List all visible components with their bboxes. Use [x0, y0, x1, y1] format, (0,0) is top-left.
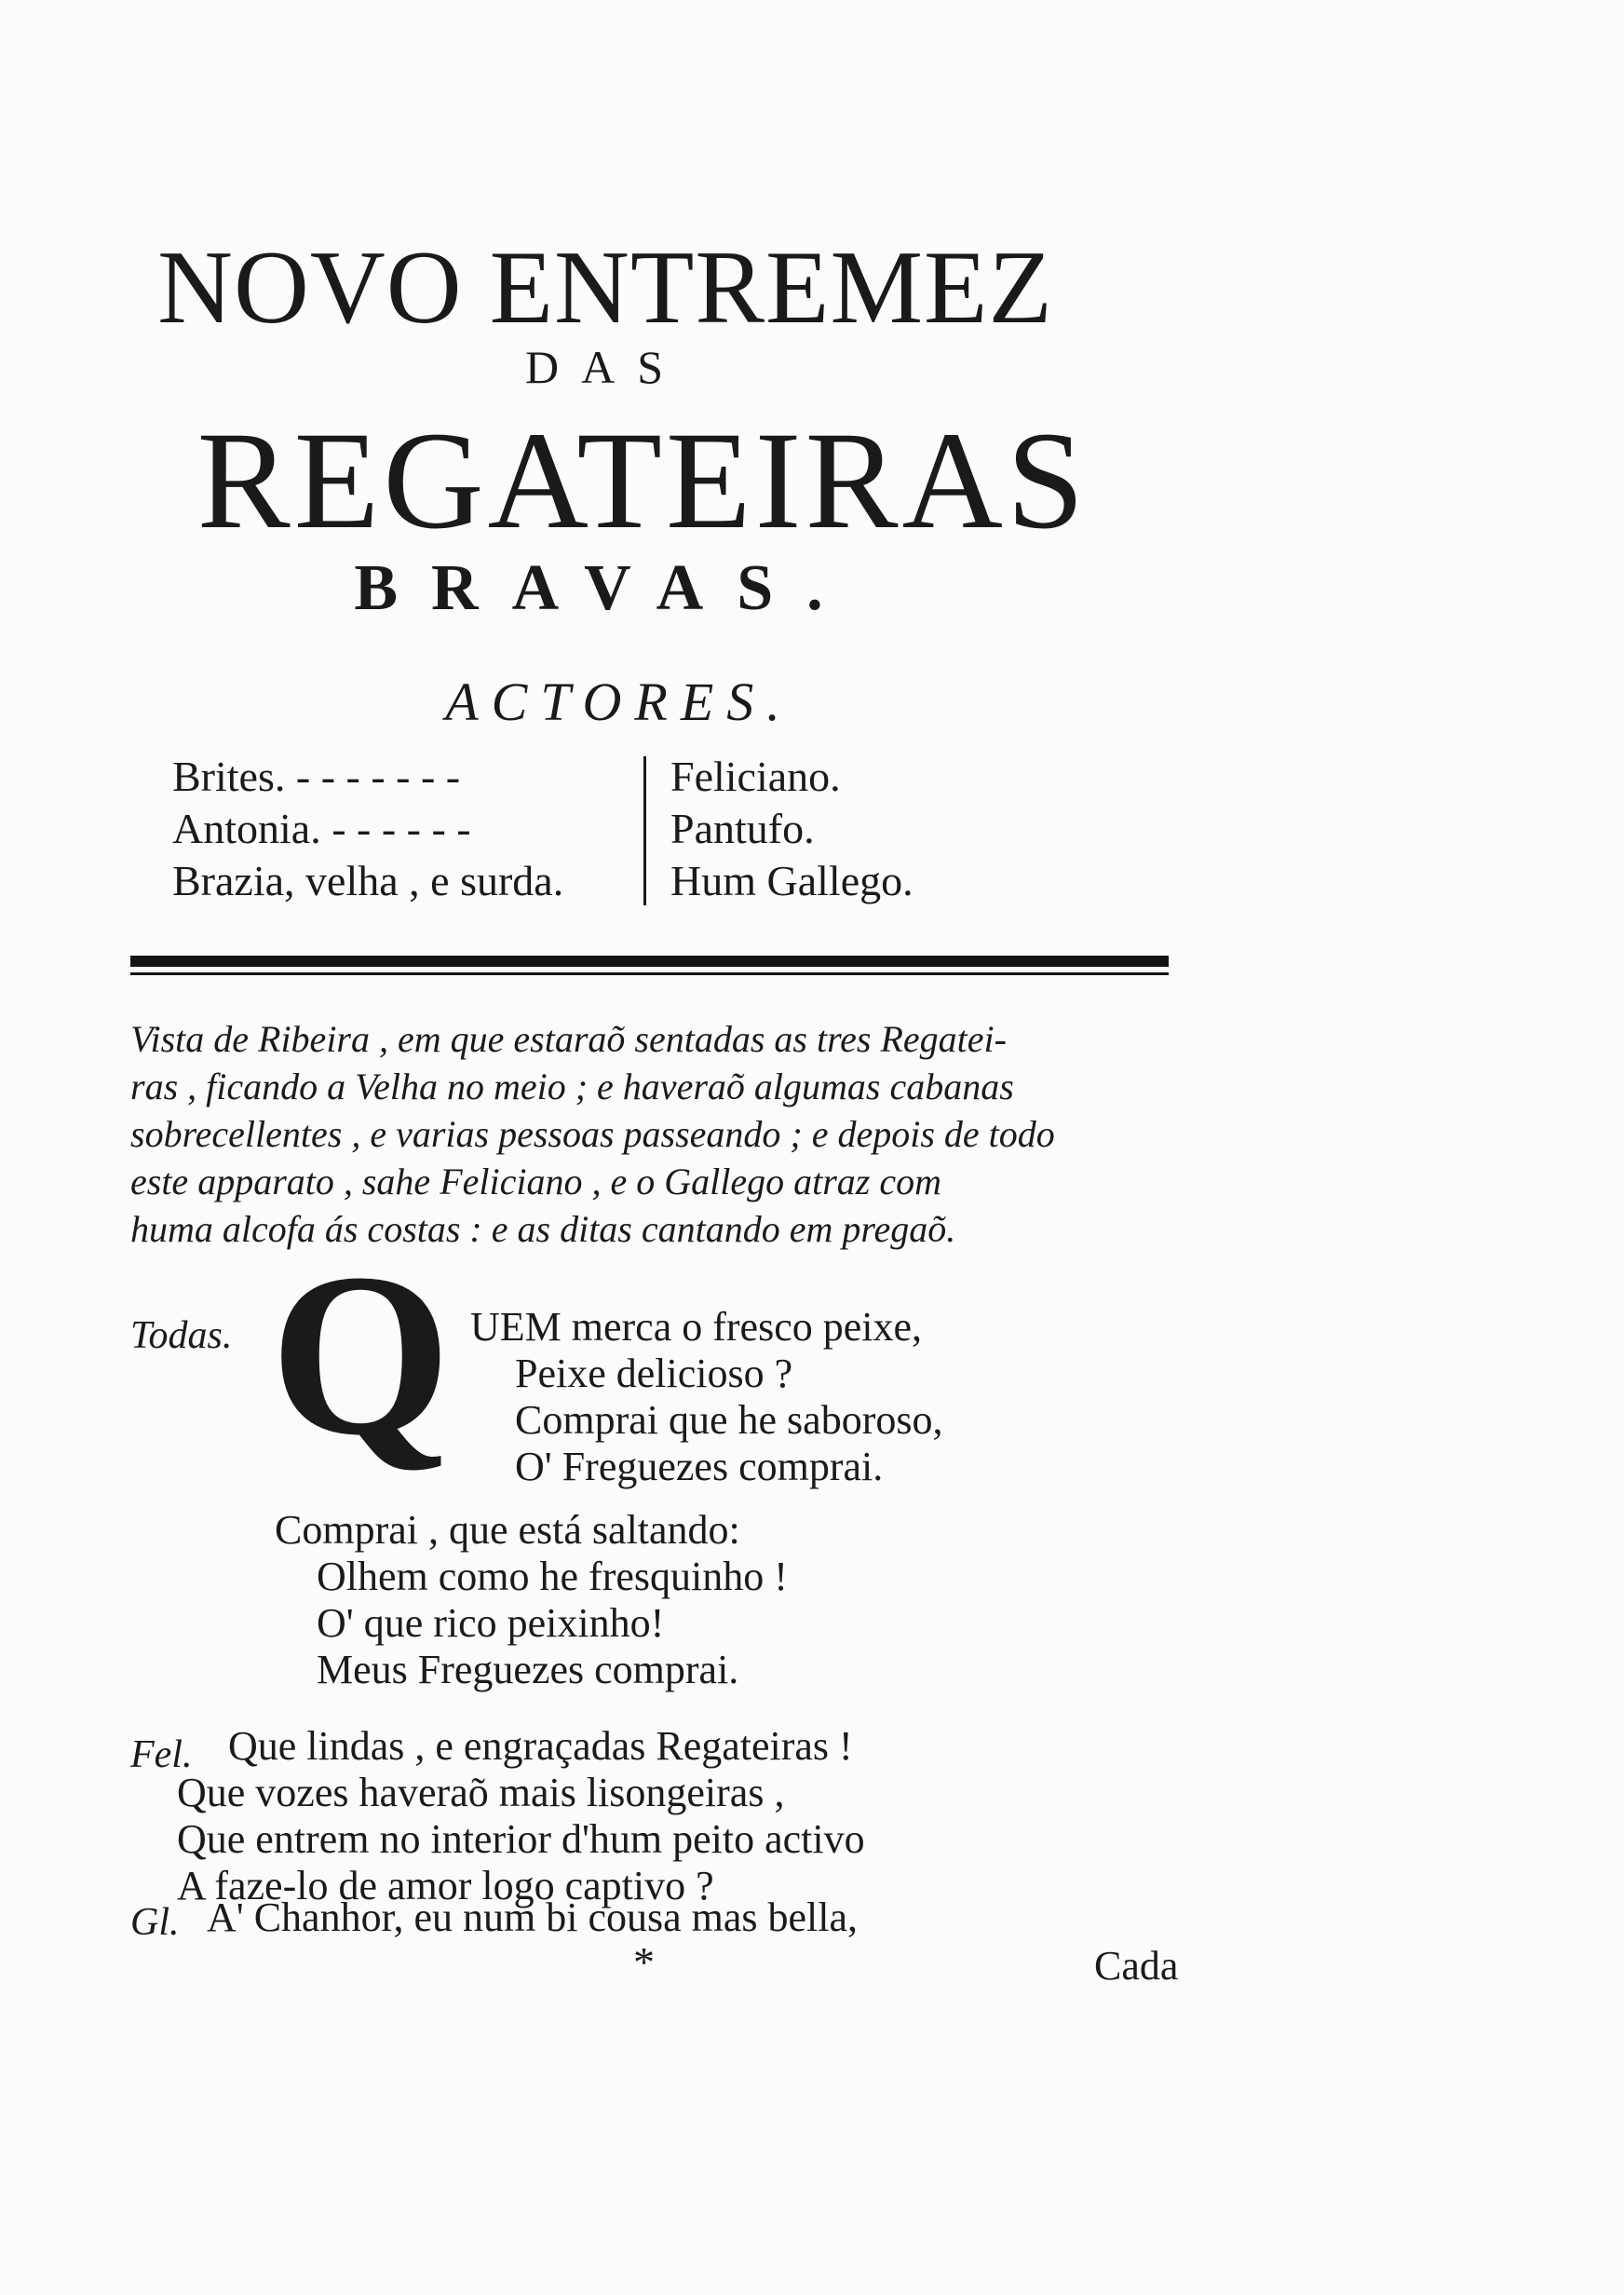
signature-mark: *: [633, 1938, 655, 1986]
cast-name: Brazia, velha , e surda.: [172, 857, 564, 904]
cast-name: Antonia.: [172, 805, 321, 852]
speech-line: Que entrem no interior d'hum peito activo: [177, 1816, 865, 1862]
verse-line: Peixe delicioso ?: [515, 1351, 793, 1396]
cast-item: Pantufo.: [670, 805, 815, 852]
cast-leader: - - - - - -: [332, 805, 471, 852]
gl-speech-line: A' Chanhor, eu num bi cousa mas bella,: [207, 1894, 859, 1940]
drop-cap: Q: [270, 1226, 452, 1484]
speech-line: Que vozes haveraõ mais lisongeiras ,: [177, 1770, 785, 1815]
stage-line: huma alcofa ás costas : e as ditas cantando em pregaõ.: [130, 1208, 956, 1250]
speech-line: Que lindas , e engraçadas Regateiras !: [228, 1723, 853, 1769]
song-stanza-2: [275, 1507, 788, 1693]
song-stanza-1: [470, 1304, 942, 1490]
speaker-todas: Todas.: [130, 1314, 233, 1357]
cast-name: Brites.: [172, 753, 286, 800]
speech-line: A faze-lo de amor logo captivo ?: [177, 1863, 714, 1908]
verse-line: Comprai , que está saltando:: [275, 1507, 740, 1553]
verse-line: O' Freguezes comprai.: [515, 1444, 884, 1489]
stage-line: sobrecellentes , e varias pessoas passeando ; e depois de todo: [130, 1113, 1055, 1155]
cast-list-left: [172, 751, 563, 907]
stage-direction: [130, 1015, 1055, 1253]
cast-item: [172, 751, 563, 803]
verse-line: Olhem como he fresquinho !: [317, 1554, 788, 1599]
verse-line: UEM merca o fresco peixe,: [470, 1304, 923, 1350]
speaker-gl: Gl.: [130, 1901, 180, 1944]
cast-item: [172, 855, 563, 907]
stage-line: Vista de Ribeira , em que estaraõ sentadas as tres Regatei-: [130, 1018, 1007, 1060]
cast-item: Feliciano.: [670, 753, 841, 800]
cast-list-right: [670, 751, 914, 907]
section-rule-thin: [130, 972, 1169, 975]
actores-heading: ACTORES.: [445, 672, 793, 732]
title-line-2: DAS: [524, 341, 686, 393]
verse-line: Meus Freguezes comprai.: [317, 1647, 739, 1692]
title-line-4: BRAVAS.: [354, 552, 857, 624]
fel-speech: [177, 1723, 865, 1909]
cast-divider: [643, 756, 646, 905]
stage-line: ras , ficando a Velha no meio ; e haveraõ algumas cabanas: [130, 1066, 1014, 1107]
title-line-1: NOVO ENTREMEZ: [157, 230, 1053, 346]
title-line-3: REGATEIRAS: [196, 403, 1089, 558]
section-rule-thick: [130, 956, 1169, 967]
verse-line: O' que rico peixinho!: [317, 1600, 665, 1646]
speaker-fel: Fel.: [130, 1733, 193, 1776]
cast-item: Hum Gallego.: [670, 857, 914, 904]
cast-item: [172, 803, 563, 855]
verse-line: Comprai que he saboroso,: [515, 1397, 943, 1443]
catchword: Cada: [1094, 1943, 1179, 1989]
cast-leader: - - - - - - -: [295, 753, 461, 800]
stage-line: este apparato , sahe Feliciano , e o Gallego atraz com: [130, 1161, 941, 1202]
